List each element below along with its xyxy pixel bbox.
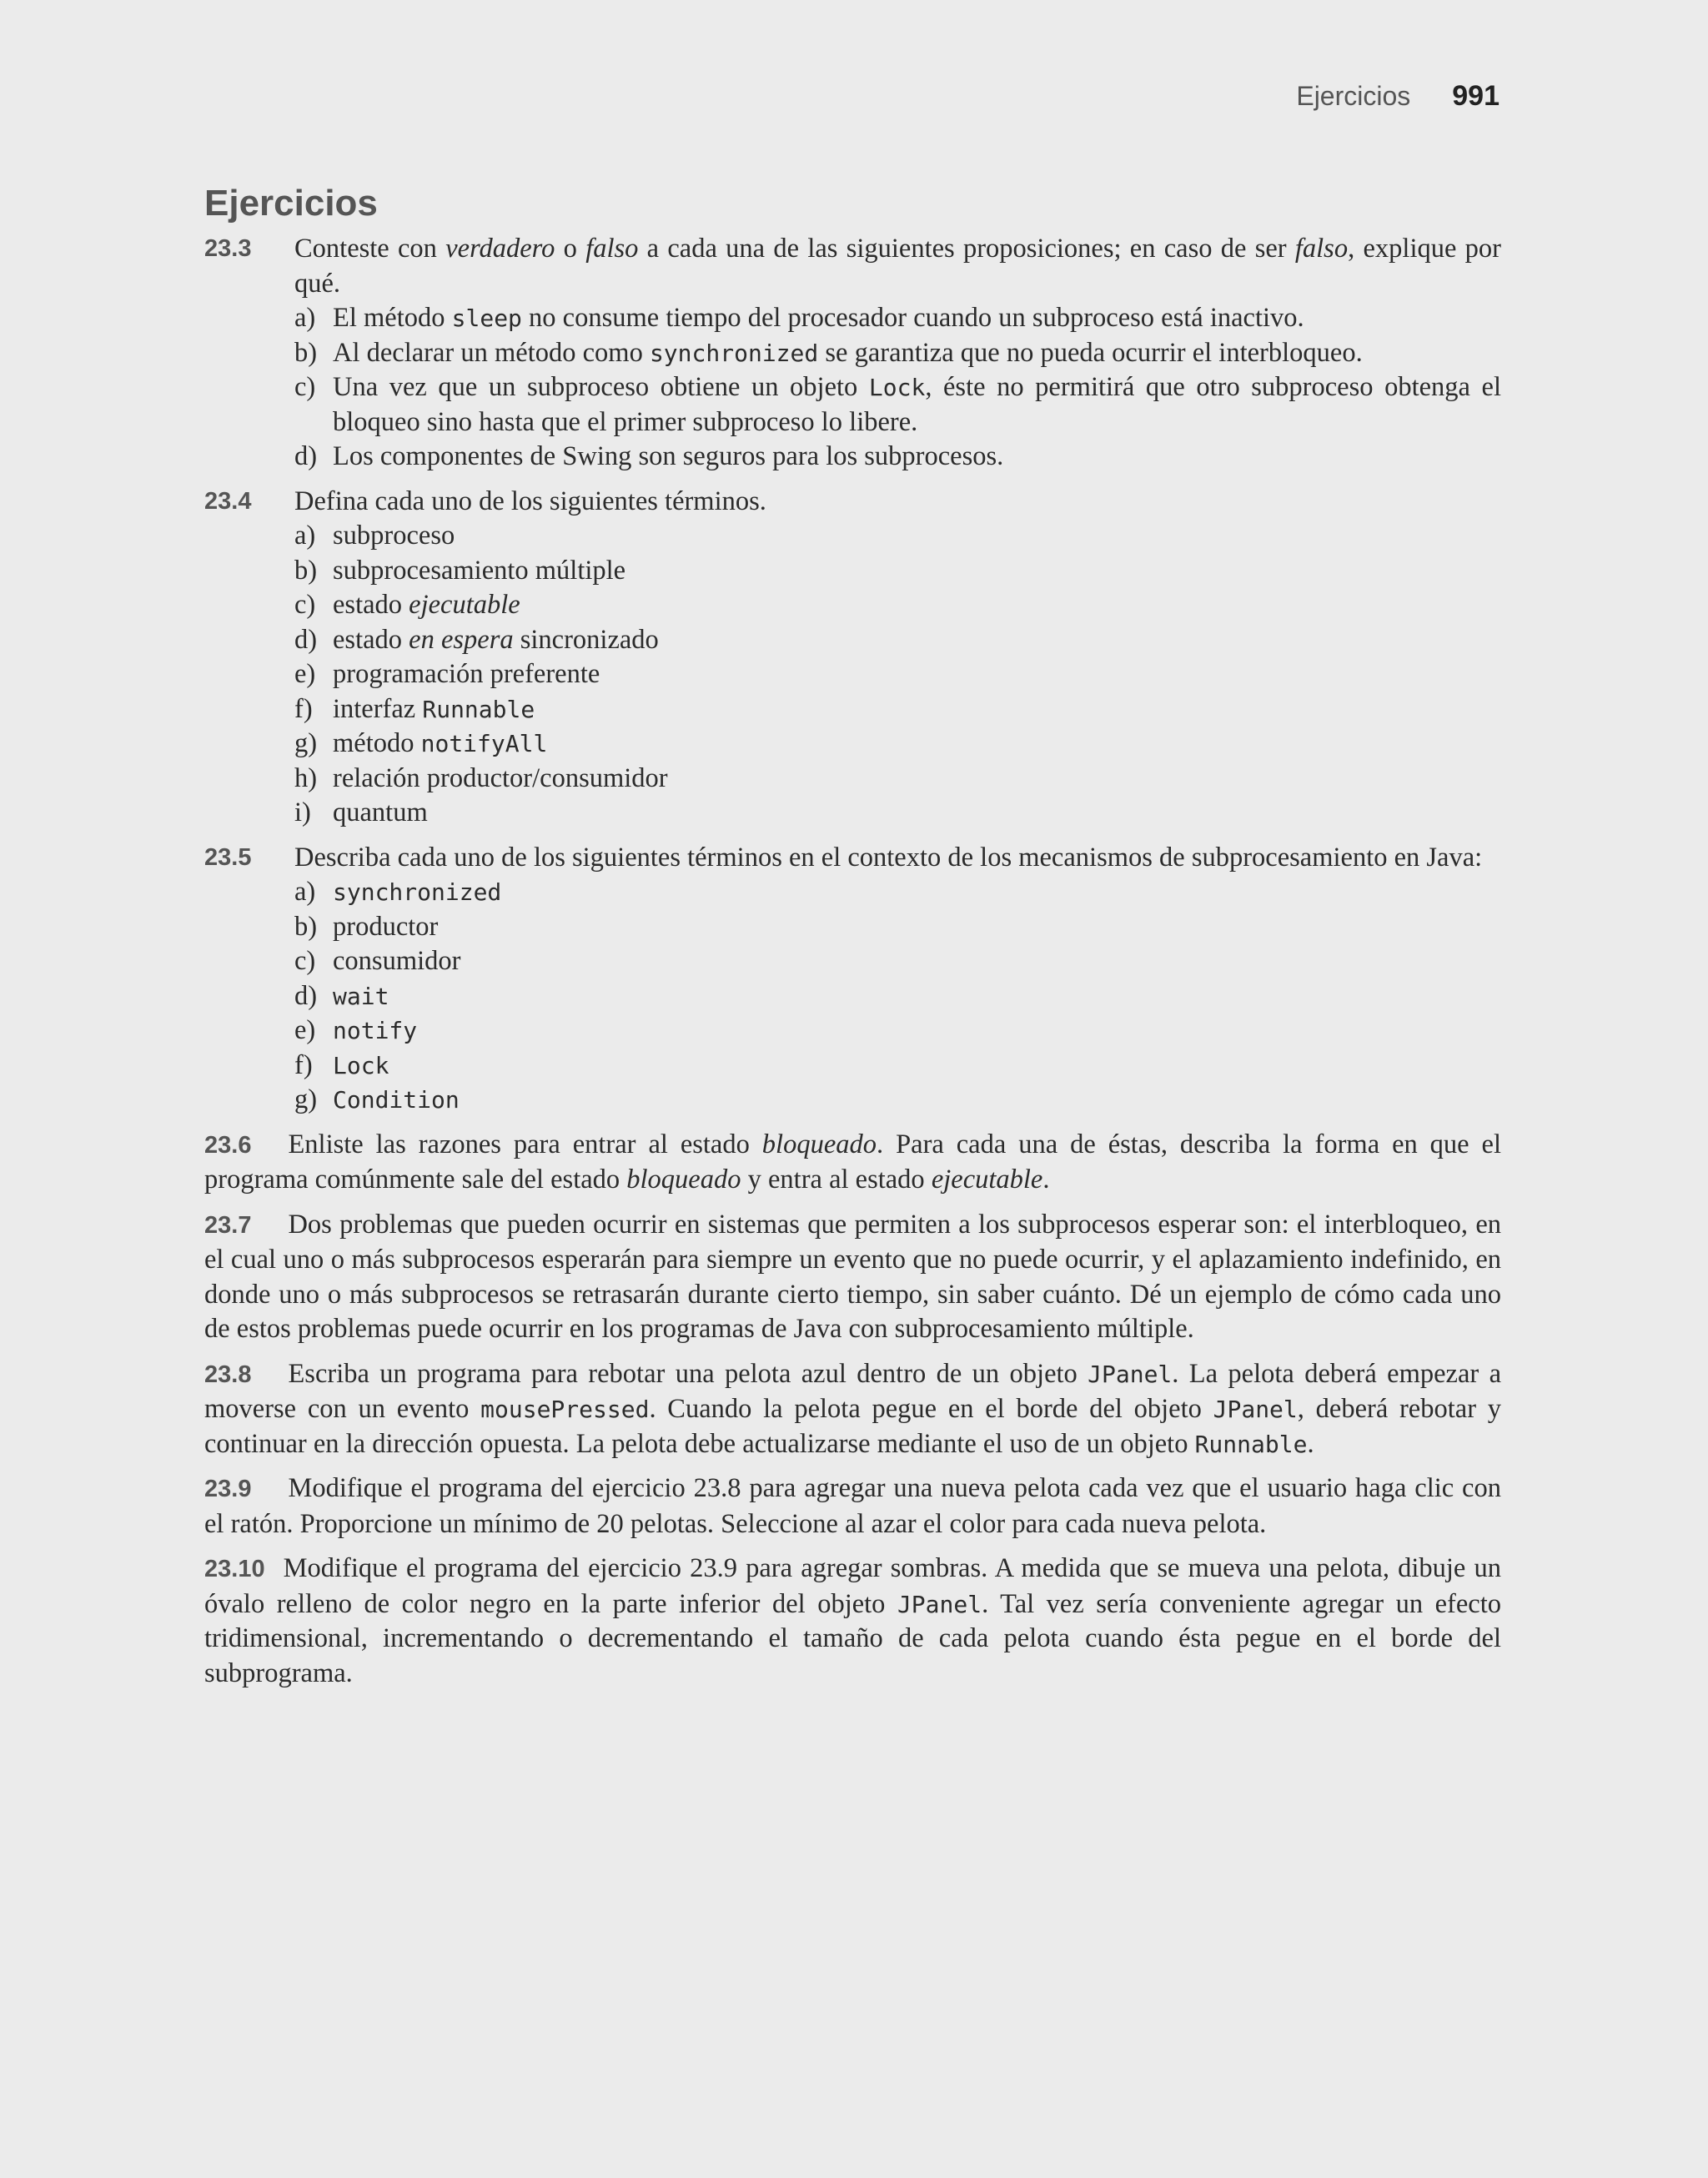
text: Escriba un programa para rebotar una pelota azul dentro de un objeto bbox=[288, 1358, 1088, 1389]
item-label: e) bbox=[294, 1015, 316, 1045]
list-item bbox=[294, 762, 1501, 797]
emphasis: ejecutable bbox=[409, 590, 520, 620]
exercise-number: 23.3 bbox=[204, 235, 252, 262]
code-term: Runnable bbox=[1194, 1430, 1308, 1458]
exercise-23-4 bbox=[204, 485, 1501, 831]
code-term: Runnable bbox=[422, 695, 535, 723]
item-label: e) bbox=[294, 659, 316, 689]
emphasis: falso bbox=[1294, 234, 1349, 264]
page-number: 991 bbox=[1452, 80, 1500, 112]
code-term: synchronized bbox=[649, 339, 819, 367]
item-label: a) bbox=[294, 521, 316, 551]
exercise-23-9 bbox=[204, 1471, 1501, 1542]
code-term: JPanel bbox=[1213, 1396, 1298, 1423]
list-item bbox=[294, 910, 1501, 945]
text: interfaz bbox=[333, 693, 423, 724]
exercise-number: 23.8 bbox=[204, 1361, 252, 1388]
text: El método bbox=[333, 303, 452, 333]
item-text: consumidor bbox=[333, 946, 461, 976]
code-term: wait bbox=[333, 982, 389, 1010]
item-label: g) bbox=[294, 728, 318, 758]
item-label: c) bbox=[294, 590, 316, 620]
list-item bbox=[294, 336, 1501, 371]
exercise-statement: Describa cada uno de los siguientes términos en el contexto de los mecanismos de subprocesamiento en Java: bbox=[294, 842, 1483, 873]
item-text: relación productor/consumidor bbox=[333, 762, 668, 793]
item-text bbox=[333, 336, 1501, 371]
section-title: Ejercicios bbox=[204, 183, 378, 224]
list-item bbox=[294, 370, 1501, 440]
text: , explique por qué. bbox=[294, 234, 1501, 299]
item-text bbox=[333, 623, 1501, 658]
item-label: d) bbox=[294, 624, 318, 655]
text: no consume tiempo del procesador cuando un subproceso está inactivo. bbox=[521, 303, 1304, 333]
text: Dos problemas que pueden ocurrir en sistemas que permiten a los subprocesos esperar son: el interbloqueo, en el cual uno o más subprocesos esperarán para siempre un evento que no puede ocurrir, y el aplazamiento indefinido, en donde uno o más subprocesos se retrasarán durante cierto tiempo, sin saber cuánto. Dé un ejemplo de cómo cada uno de estos problemas puede ocurrir en los programas de Java con subprocesamiento múltiple. bbox=[204, 1209, 1501, 1344]
item-label: h) bbox=[294, 762, 318, 793]
list-item bbox=[294, 1014, 1501, 1049]
text: , deberá rebotar y continuar en la dirección opuesta. La pelota debe actualizarse mediante el uso de un objeto bbox=[204, 1394, 1502, 1459]
exercise-header bbox=[204, 485, 1501, 520]
item-label: b) bbox=[294, 555, 318, 586]
text: a cada una de las siguientes proposiciones; en caso de ser bbox=[638, 234, 1295, 264]
text: sincronizado bbox=[513, 624, 659, 655]
list-item bbox=[294, 1049, 1501, 1084]
code-term: notify bbox=[333, 1017, 418, 1044]
exercise-23-5 bbox=[204, 841, 1501, 1118]
item-text: Los componentes de Swing son seguros para los subprocesos. bbox=[333, 441, 1004, 471]
item-text: subprocesamiento múltiple bbox=[333, 555, 626, 586]
list-item bbox=[294, 588, 1501, 623]
text: . bbox=[1307, 1428, 1314, 1459]
item-label: i) bbox=[294, 797, 311, 827]
exercise-number: 23.10 bbox=[204, 1556, 265, 1582]
list-item bbox=[294, 979, 1501, 1014]
emphasis: bloqueado bbox=[626, 1164, 741, 1195]
exercise-header bbox=[204, 841, 1501, 876]
item-list bbox=[204, 875, 1501, 1118]
item-label: g) bbox=[294, 1084, 318, 1114]
item-text bbox=[333, 588, 1501, 623]
exercise-23-8 bbox=[204, 1357, 1501, 1462]
exercise-header bbox=[204, 232, 1501, 301]
emphasis: en espera bbox=[409, 624, 514, 655]
text: Conteste con bbox=[294, 234, 446, 264]
exercise-23-6 bbox=[204, 1128, 1501, 1198]
text: Una vez que un subproceso obtiene un objeto bbox=[333, 372, 869, 402]
code-term: notifyAll bbox=[420, 730, 548, 757]
item-label: d) bbox=[294, 441, 318, 471]
emphasis: ejecutable bbox=[931, 1164, 1043, 1195]
item-label: a) bbox=[294, 877, 316, 907]
item-text: quantum bbox=[333, 797, 428, 827]
list-item bbox=[294, 623, 1501, 658]
item-text bbox=[333, 727, 1501, 762]
item-list bbox=[204, 519, 1501, 831]
code-term: JPanel bbox=[897, 1590, 982, 1618]
item-list bbox=[204, 301, 1501, 475]
item-text: productor bbox=[333, 911, 439, 942]
exercise-23-3 bbox=[204, 232, 1501, 475]
list-item bbox=[294, 657, 1501, 692]
item-text bbox=[333, 301, 1501, 336]
item-label: c) bbox=[294, 946, 316, 976]
text: Enliste las razones para entrar al estado bbox=[288, 1129, 762, 1159]
emphasis: falso bbox=[585, 234, 639, 264]
list-item bbox=[294, 944, 1501, 979]
exercise-number: 23.9 bbox=[204, 1476, 252, 1502]
exercise-number: 23.4 bbox=[204, 487, 252, 515]
code-term: sleep bbox=[451, 304, 522, 332]
item-text: programación preferente bbox=[333, 659, 600, 689]
code-term: Lock bbox=[868, 374, 926, 401]
text: o bbox=[555, 234, 586, 264]
emphasis: verdadero bbox=[445, 234, 555, 264]
exercise-23-10 bbox=[204, 1552, 1501, 1691]
item-label: b) bbox=[294, 337, 318, 368]
item-label: a) bbox=[294, 303, 316, 333]
item-text bbox=[333, 692, 1501, 727]
code-term: Condition bbox=[333, 1086, 460, 1114]
list-item bbox=[294, 440, 1501, 475]
exercises-content bbox=[204, 180, 1501, 1701]
item-label: f) bbox=[294, 1049, 313, 1080]
item-text bbox=[333, 370, 1501, 440]
text: Modifique el programa del ejercicio 23.8 para agregar una nueva pelota cada vez que el usuario haga clic con el ratón. Proporcione un mínimo de 20 pelotas. Seleccione al azar el color para cada nueva pelota. bbox=[204, 1473, 1501, 1539]
text: . Cuando la pelota pegue en el borde del objeto bbox=[649, 1394, 1213, 1424]
code-term: synchronized bbox=[333, 878, 502, 906]
text: Al declarar un método como bbox=[333, 337, 650, 368]
text: estado bbox=[333, 624, 409, 655]
code-term: Lock bbox=[333, 1051, 389, 1079]
list-item bbox=[294, 875, 1501, 910]
running-header bbox=[1296, 80, 1500, 113]
text: . La pelota deberá empezar a moverse con un evento bbox=[204, 1358, 1501, 1424]
text: , éste no permitirá que otro subproceso obtenga el bloqueo sino hasta que el primer subproceso lo libere. bbox=[333, 372, 1501, 437]
exercise-number: 23.5 bbox=[204, 843, 252, 871]
item-text: subproceso bbox=[333, 521, 455, 551]
text: . Para cada una de éstas, describa la forma en que el programa comúnmente sale del estado bbox=[204, 1129, 1501, 1195]
text: se garantiza que no pueda ocurrir el interbloqueo. bbox=[818, 337, 1363, 368]
text: Modifique el programa del ejercicio 23.9 para agregar sombras. A medida que se mueva una pelota, dibuje un óvalo relleno de color negro en la parte inferior del objeto bbox=[204, 1553, 1501, 1619]
item-label: d) bbox=[294, 980, 318, 1011]
emphasis: bloqueado bbox=[761, 1129, 877, 1159]
list-item bbox=[294, 1083, 1501, 1118]
exercise-number: 23.7 bbox=[204, 1211, 252, 1239]
exercise-statement: Defina cada uno de los siguientes términos. bbox=[294, 485, 766, 516]
item-label: c) bbox=[294, 372, 316, 402]
exercise-23-7 bbox=[204, 1208, 1501, 1347]
list-item bbox=[294, 519, 1501, 554]
list-item bbox=[294, 301, 1501, 336]
item-label: b) bbox=[294, 911, 318, 942]
list-item bbox=[294, 692, 1501, 727]
list-item bbox=[294, 727, 1501, 762]
list-item bbox=[294, 554, 1501, 589]
text: estado bbox=[333, 590, 409, 620]
text: . Tal vez sería conveniente agregar un efecto tridimensional, incrementando o decrementando el tamaño de cada pelota cuando ésta pegue en el borde del subprograma. bbox=[204, 1588, 1501, 1688]
text: método bbox=[333, 728, 421, 758]
exercise-statement bbox=[294, 232, 1501, 301]
text: y entra al estado bbox=[741, 1164, 932, 1195]
item-label: f) bbox=[294, 693, 313, 724]
exercise-number: 23.6 bbox=[204, 1131, 252, 1159]
text: . bbox=[1042, 1164, 1050, 1195]
code-term: mousePressed bbox=[480, 1396, 650, 1423]
running-title: Ejercicios bbox=[1296, 81, 1411, 111]
list-item bbox=[294, 796, 1501, 831]
code-term: JPanel bbox=[1088, 1360, 1173, 1388]
